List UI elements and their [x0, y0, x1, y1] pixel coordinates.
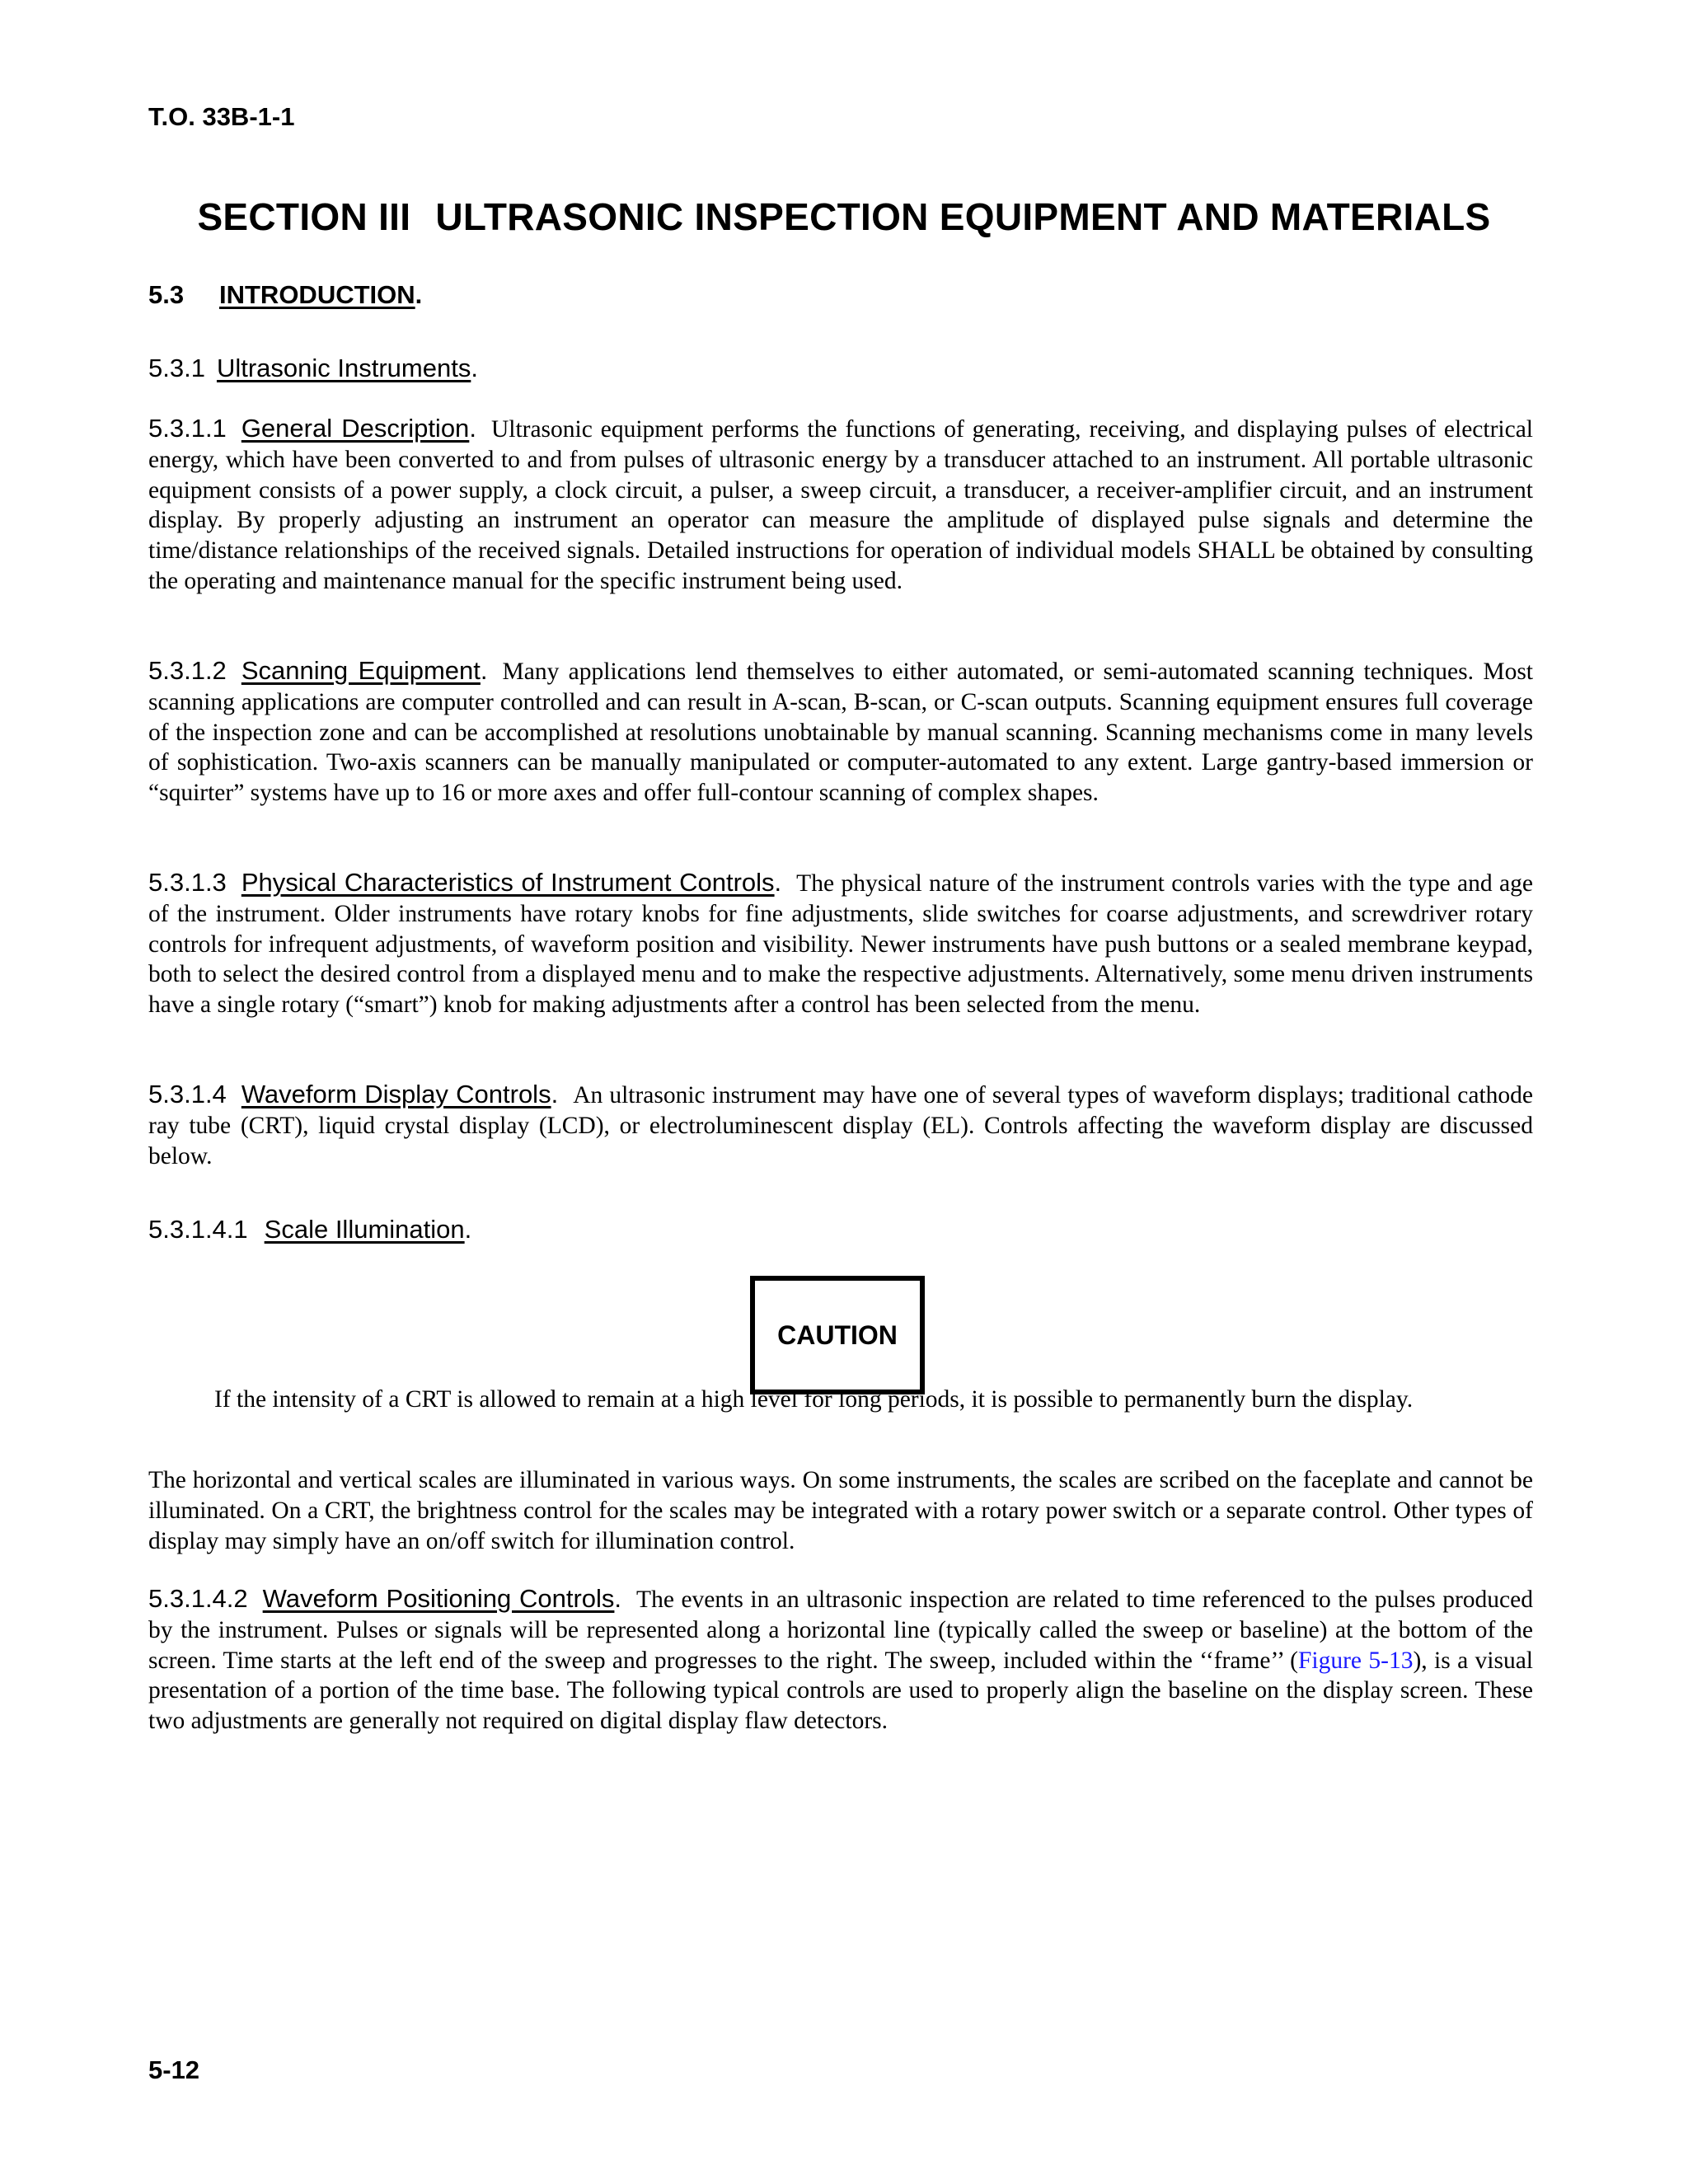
paragraph-body-start: The events in an ultrasonic inspection are related to time referenced to the pulses produced by the instrument. Pulses or signals will be represented along a horizontal line (typically called the sweep or baseline) at the bottom of the screen. Time starts at the left end of the sweep and progresses to the right. The sweep, included within the ‘‘frame’’ ( [148, 1586, 1533, 1674]
figure-link[interactable]: Figure 5-13 [1297, 1647, 1414, 1674]
heading-period: . [551, 1080, 559, 1108]
paragraph-waveform-positioning-controls [148, 1584, 1533, 1736]
paragraph-heading [148, 868, 781, 897]
heading-scale-illumination [148, 1215, 471, 1244]
heading-label: INTRODUCTION [219, 280, 415, 309]
heading-number: 5.3.1.2 [148, 656, 227, 685]
heading-label: General Description [241, 414, 470, 443]
heading-number: 5.3.1.1 [148, 414, 227, 443]
heading-number: 5.3.1.4.2 [148, 1584, 248, 1613]
page-number: 5-12 [148, 2055, 200, 2084]
heading-label: Ultrasonic Instruments [216, 354, 471, 382]
heading-label: Waveform Positioning Controls [262, 1584, 615, 1613]
heading-period: . [471, 354, 478, 382]
paragraph-heading [148, 414, 476, 443]
heading-number: 5.3.1.3 [148, 868, 227, 897]
paragraph-body: An ultrasonic instrument may have one of several types of waveform displays; traditional cathode ray tube (CRT), liquid crystal display (LCD), or electroluminescent display (EL). Controls affecting the waveform display are discussed below. [148, 1082, 1533, 1169]
heading-label: Physical Characteristics of Instrument Controls [241, 868, 775, 897]
heading-period: . [469, 414, 476, 443]
paragraph-body: The horizontal and vertical scales are illuminated in various ways. On some instruments, the scales are scribed on the faceplate and cannot be illuminated. On a CRT, the brightness control for the scales may be integrated with a rotary power switch or a separate control. Other types of display may simply have an on/off switch for illumination control. [148, 1467, 1533, 1554]
heading-number: 5.3.1 [148, 354, 205, 382]
section-title [0, 194, 1688, 239]
section-title-text: ULTRASONIC INSPECTION EQUIPMENT AND MATERIALS [435, 195, 1491, 238]
paragraph-body: The physical nature of the instrument controls varies with the type and age of the instrument. Older instruments have rotary knobs for fine adjustments, slide switches for coarse adjustments, and screwdriver rotary controls for infrequent adjustments, of waveform position and visibility. Newer instruments have push buttons or a sealed membrane keypad, both to select the desired control from a displayed menu and to make the respective adjustments. Alternatively, some menu driven instruments have a single rotary (“smart”) knob for making adjustments after a control has been selected from the menu. [148, 870, 1533, 1019]
paragraph-scale-illumination-body [148, 1465, 1533, 1556]
paragraph-body: Many applications lend themselves to either automated, or semi-automated scanning techniques. Most scanning applications are computer controlled and can result in A-scan, B-scan, or C-scan outputs. Scanning equipment ensures full coverage of the inspection zone and can be accomplished at resolutions unobtainable by manual scanning. Scanning mechanisms come in many levels of sophistication. Two-axis scanners can be manually manipulated or computer-automated to any extent. Large gantry-based immersion or “squirter” systems have up to 16 or more axes and offer full-contour scanning of complex shapes. [148, 658, 1533, 807]
section-number: SECTION III [197, 195, 411, 238]
caution-label: CAUTION [777, 1319, 898, 1350]
paragraph-body-end: ), is a visual presentation of a portion of the time base. The following typical controls are used to properly align the baseline on the display screen. These two adjustments are generally not required on digital display flaw detectors. [148, 1647, 1533, 1735]
paragraph-heading [148, 656, 488, 685]
heading-label: Waveform Display Controls [241, 1080, 551, 1108]
heading-period: . [614, 1584, 622, 1613]
heading-label: Scale Illumination [264, 1215, 465, 1244]
heading-period: . [464, 1215, 472, 1244]
paragraph-scanning-equipment [148, 656, 1533, 808]
document-code: T.O. 33B-1-1 [148, 102, 295, 131]
paragraph-body: Ultrasonic equipment performs the functions of generating, receiving, and displaying pulses of electrical energy, which have been converted to and from pulses of ultrasonic energy by a transducer attached to an instrument. All portable ultrasonic equipment consists of a power supply, a clock circuit, a pulser, a sweep circuit, a transducer, a receiver-amplifier circuit, and an instrument display. By properly adjusting an instrument an operator can measure the amplitude of displayed pulse signals and determine the time/distance relationships of the received signals. Detailed instructions for operation of individual models SHALL be obtained by consulting the operating and maintenance manual for the specific instrument being used. [148, 416, 1533, 594]
heading-number: 5.3 [148, 280, 185, 309]
heading-period: . [774, 868, 782, 897]
paragraph-heading [148, 1584, 621, 1613]
heading-number: 5.3.1.4.1 [148, 1215, 248, 1244]
paragraph-physical-characteristics [148, 868, 1533, 1020]
heading-number: 5.3.1.4 [148, 1080, 227, 1108]
caution-box [750, 1276, 925, 1394]
heading-ultrasonic-instruments [148, 354, 478, 383]
heading-introduction [148, 280, 422, 310]
caution-text: If the intensity of a CRT is allowed to remain at a high level for long periods, it is possible to permanently burn the display. [214, 1386, 1414, 1413]
paragraph-heading [148, 1080, 558, 1108]
paragraph-waveform-display-controls [148, 1080, 1533, 1171]
paragraph-general-description [148, 414, 1533, 597]
heading-period: . [480, 656, 488, 685]
heading-period: . [415, 280, 423, 309]
heading-label: Scanning Equipment [241, 656, 481, 685]
